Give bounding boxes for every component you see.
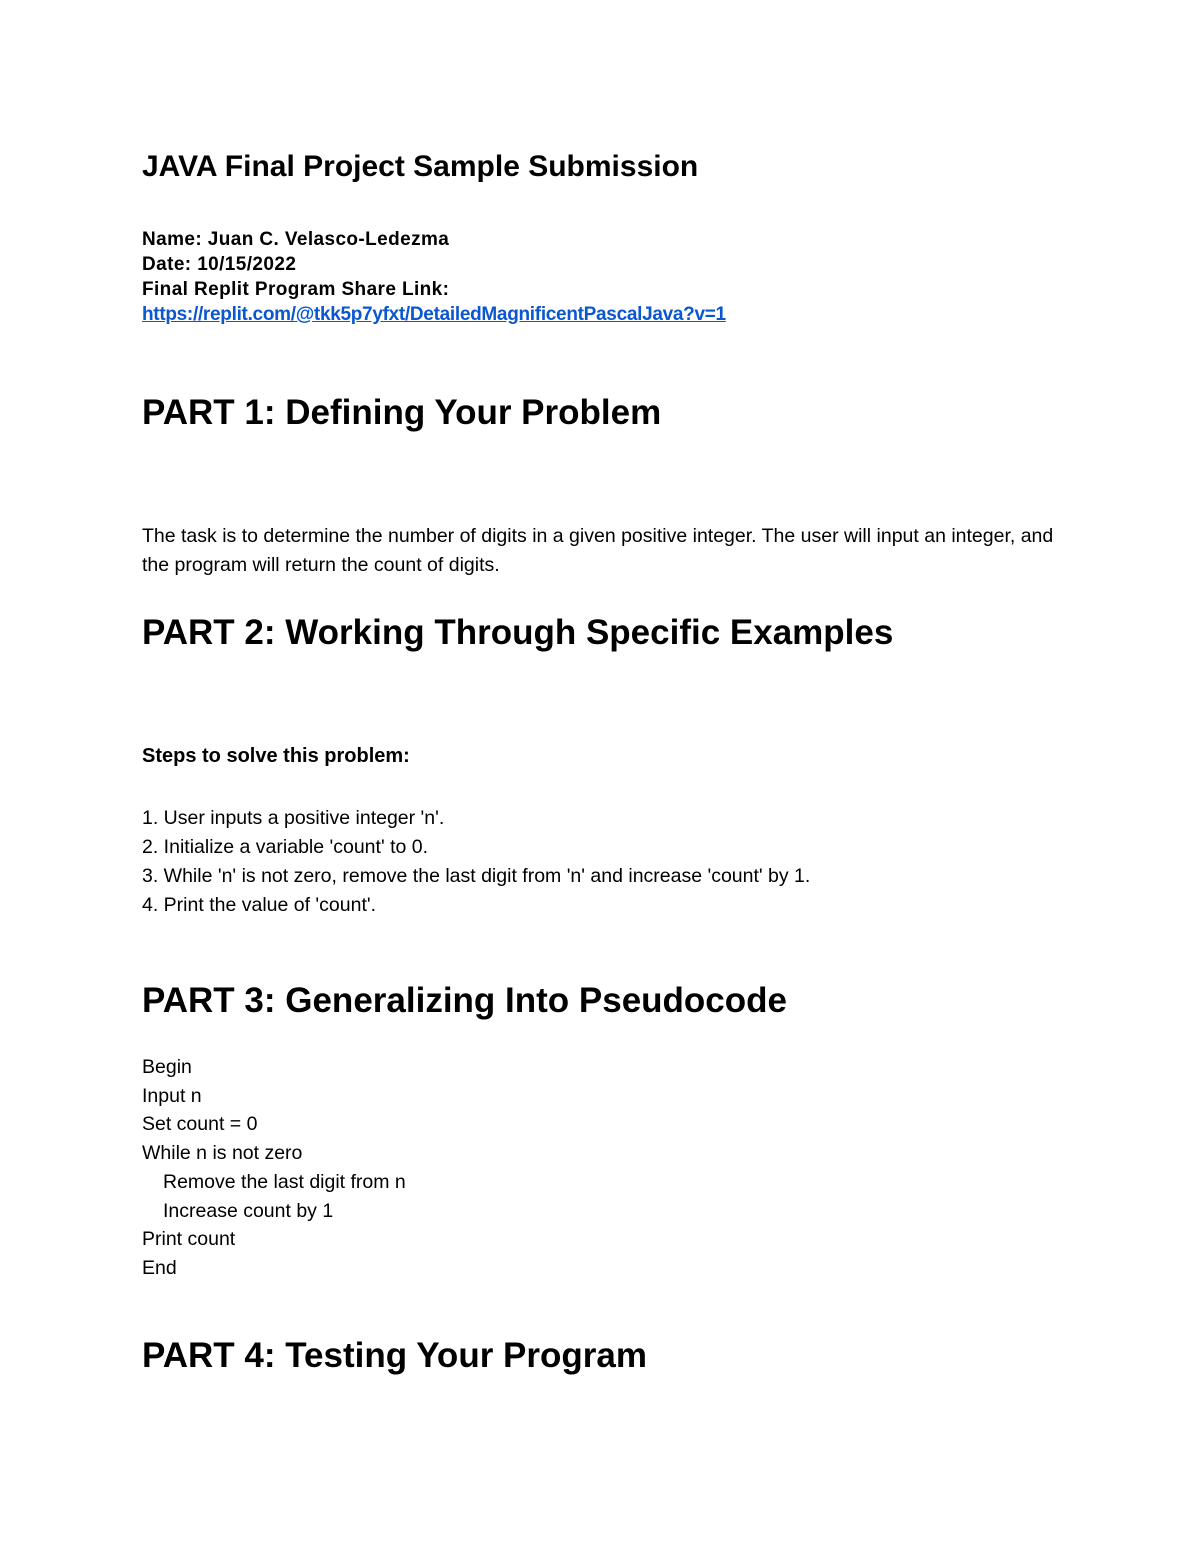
part1-description: The task is to determine the number of digits in a given positive integer. The user will input an integer, and the program will return the count of digits.	[142, 525, 1054, 576]
step-item: 3. While 'n' is not zero, remove the last digit from 'n' and increase 'count' by 1.	[142, 865, 811, 887]
step-item: 2. Initialize a variable 'count' to 0.	[142, 836, 429, 858]
share-link-label: Final Replit Program Share Link:	[142, 279, 450, 300]
pseudocode-line: Print count	[142, 1228, 236, 1251]
document-title: JAVA Final Project Sample Submission	[142, 150, 699, 183]
part2-heading: PART 2: Working Through Specific Examples	[142, 613, 894, 652]
replit-share-link[interactable]: https://replit.com/@tkk5p7yfxt/DetailedMagnificentPascalJava?v=1	[142, 304, 726, 325]
steps-heading: Steps to solve this problem:	[142, 745, 410, 767]
pseudocode-line: Input n	[142, 1084, 202, 1107]
pseudocode-line: Remove the last digit from n	[163, 1170, 406, 1193]
pseudocode-block	[142, 1053, 406, 1283]
student-name: Name: Juan C. Velasco-Ledezma	[142, 229, 450, 250]
step-item: 4. Print the value of 'count'.	[142, 894, 376, 916]
part1-heading: PART 1: Defining Your Problem	[142, 393, 662, 432]
pseudocode-line: Set count = 0	[142, 1113, 258, 1136]
pseudocode-line: Begin	[142, 1056, 192, 1078]
submission-date: Date: 10/15/2022	[142, 254, 297, 275]
step-item: 1. User inputs a positive integer 'n'.	[142, 807, 445, 829]
part3-heading: PART 3: Generalizing Into Pseudocode	[142, 981, 787, 1020]
steps-list	[142, 804, 810, 920]
part4-heading: PART 4: Testing Your Program	[142, 1336, 647, 1375]
submission-info	[142, 227, 726, 327]
pseudocode-line: Increase count by 1	[163, 1199, 334, 1222]
pseudocode-line: End	[142, 1256, 177, 1279]
pseudocode-line: While n is not zero	[142, 1142, 303, 1165]
